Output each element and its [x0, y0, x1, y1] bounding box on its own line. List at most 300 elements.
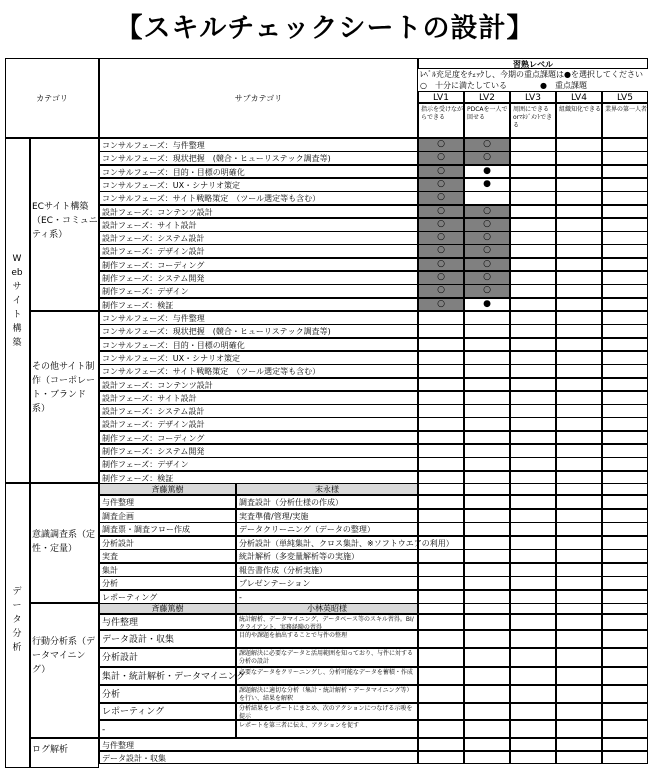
survey-lv2-checkbox[interactable] [464, 509, 510, 523]
behavior-lv3-checkbox[interactable] [510, 667, 556, 685]
other-row-lv1-checkbox[interactable] [418, 457, 464, 471]
level-label-2: LV2 [464, 91, 510, 103]
other-row-lv4-checkbox[interactable] [556, 338, 602, 352]
focus-mark: ● [483, 298, 491, 309]
survey-lv5-checkbox[interactable] [602, 536, 648, 550]
level-description-2: PDCAを一人で回せる [464, 103, 510, 138]
ec-row-lv3-checkbox[interactable] [510, 165, 556, 179]
level-description-3: 周囲にできるorﾏﾈｼﾞﾒﾝﾄできる [510, 103, 556, 138]
other-row-lv5-checkbox[interactable] [602, 444, 648, 458]
other-row-lv3-checkbox[interactable] [510, 417, 556, 431]
level-description-4: 組織知化できる [556, 103, 602, 138]
behavior-item: レポーティング [99, 703, 236, 720]
other-row-lv3-checkbox[interactable] [510, 431, 556, 445]
other-row-lv2-checkbox[interactable] [464, 417, 510, 431]
survey-head-left: 斉藤篤樹 [99, 483, 236, 495]
survey-lv1-checkbox[interactable] [418, 590, 464, 604]
log-lv2-checkbox[interactable] [464, 738, 510, 751]
other-row-lv5-checkbox[interactable] [602, 324, 648, 338]
survey-item: 分析 [99, 576, 236, 590]
ec-row-lv5-checkbox[interactable] [602, 298, 648, 312]
log-lv2-checkbox[interactable] [464, 751, 510, 764]
behavior-lv5-checkbox[interactable] [602, 685, 648, 703]
survey-lv2-checkbox[interactable] [464, 549, 510, 563]
behavior-lv3-checkbox[interactable] [510, 685, 556, 703]
survey-description: 報告書作成（分析実施） [236, 563, 418, 577]
behavior-lv1-checkbox[interactable] [418, 648, 464, 667]
web-category-label: Webサイト構築 [11, 254, 23, 348]
log-lv4-checkbox[interactable] [556, 738, 602, 751]
log-lv5-checkbox[interactable] [602, 738, 648, 751]
survey-lv3-checkbox[interactable] [510, 549, 556, 563]
survey-lv3-checkbox[interactable] [510, 495, 556, 509]
behavior-lv2-checkbox[interactable] [464, 720, 510, 738]
sufficient-mark: ○ [437, 272, 445, 282]
survey-lv4-checkbox[interactable] [556, 522, 602, 536]
survey-lv3-checkbox[interactable] [510, 576, 556, 590]
level-note: ﾚﾍﾞﾙ充足度をﾁｪｯｸし、今期の重点課題は●を選択してください [420, 70, 643, 79]
behavior-lv5-checkbox[interactable] [602, 667, 648, 685]
log-item: データ設計・収集 [99, 751, 418, 764]
other-row-lv4-checkbox[interactable] [556, 378, 602, 392]
sufficient-mark: ○ [483, 139, 491, 149]
survey-head-lv5 [602, 483, 648, 495]
other-row-lv4-checkbox[interactable] [556, 364, 602, 378]
ec-row-lv5-checkbox[interactable] [602, 218, 648, 232]
behavior-description: 目的や課題を抽出することで与件の整理 [236, 630, 418, 648]
behavior-lv1-checkbox[interactable] [418, 667, 464, 685]
ec-row-lv3-checkbox[interactable] [510, 138, 556, 152]
subcategory-header: サブカテゴリ [99, 58, 418, 138]
ec-row-lv3-checkbox[interactable] [510, 191, 556, 205]
sufficient-mark: ○ [437, 245, 445, 256]
behavior-description: 必要なデータをクリーニングし、分析可能なデータを蓄積・作成 [236, 667, 418, 685]
survey-lv4-checkbox[interactable] [556, 509, 602, 523]
other-row-item: 設計フェーズ：デザイン設計 [99, 417, 418, 431]
level-label-1: LV1 [418, 91, 464, 103]
other-row-lv3-checkbox[interactable] [510, 378, 556, 392]
other-row-lv5-checkbox[interactable] [602, 351, 648, 365]
other-row-lv1-checkbox[interactable] [418, 391, 464, 405]
ec-row-item: コンサルフェーズ：与件整理 [99, 138, 418, 152]
sufficient-mark: ○ [437, 285, 445, 296]
survey-lv5-checkbox[interactable] [602, 509, 648, 523]
sufficient-mark: ○ [483, 245, 491, 256]
behavior-lv4-checkbox[interactable] [556, 614, 602, 630]
behavior-lv4-checkbox[interactable] [556, 630, 602, 648]
ec-row-lv5-checkbox[interactable] [602, 191, 648, 205]
other-row-lv2-checkbox[interactable] [464, 364, 510, 378]
log-lv5-checkbox[interactable] [602, 751, 648, 764]
sufficient-mark: ○ [437, 258, 445, 269]
other-row-item: 設計フェーズ：サイト設計 [99, 391, 418, 405]
behavior-item: 集計・統計解析・データマイニング [99, 667, 236, 685]
level-label-4: LV4 [556, 91, 602, 103]
survey-description: 分析設計（単純集計、クロス集計、※ソフトウエアの利用） [236, 536, 418, 550]
behavior-lv3-checkbox[interactable] [510, 703, 556, 720]
other-row-lv3-checkbox[interactable] [510, 338, 556, 352]
behavior-lv4-checkbox[interactable] [556, 720, 602, 738]
behavior-lv2-checkbox[interactable] [464, 630, 510, 648]
sufficient-mark: ○ [483, 152, 491, 163]
other-row-lv2-checkbox[interactable] [464, 338, 510, 352]
other-row-lv1-checkbox[interactable] [418, 351, 464, 365]
ec-row-item: 設計フェーズ：デザイン設計 [99, 244, 418, 258]
other-row-lv5-checkbox[interactable] [602, 311, 648, 325]
other-row-lv1-checkbox[interactable] [418, 431, 464, 445]
survey-head-right: 末永様 [236, 483, 418, 495]
ec-row-item: 設計フェーズ：システム設計 [99, 231, 418, 245]
sufficient-mark: ○ [483, 258, 491, 269]
survey-description: - [236, 590, 418, 604]
other-row-lv3-checkbox[interactable] [510, 391, 556, 405]
survey-lv5-checkbox[interactable] [602, 576, 648, 590]
other-row-lv3-checkbox[interactable] [510, 324, 556, 338]
survey-lv5-checkbox[interactable] [602, 522, 648, 536]
survey-item: 集計 [99, 563, 236, 577]
log-lv3-checkbox[interactable] [510, 738, 556, 751]
ec-row-lv4-checkbox[interactable] [556, 218, 602, 232]
behavior-lv1-checkbox[interactable] [418, 703, 464, 720]
behavior-description: レポートを第三者に伝え、アクションを促す [236, 720, 418, 738]
behavior-lv1-checkbox[interactable] [418, 630, 464, 648]
survey-head-lv2 [464, 483, 510, 495]
survey-head-lv1 [418, 483, 464, 495]
behavior-head-right: 小林英昭様 [236, 603, 418, 614]
log-lv4-checkbox[interactable] [556, 751, 602, 764]
other-row-lv1-checkbox[interactable] [418, 378, 464, 392]
other-row-lv3-checkbox[interactable] [510, 351, 556, 365]
behavior-lv2-checkbox[interactable] [464, 667, 510, 685]
ec-row-item: コンサルフェーズ：UX・シナリオ策定 [99, 178, 418, 192]
behavior-lv4-checkbox[interactable] [556, 703, 602, 720]
ec-row-lv3-checkbox[interactable] [510, 284, 556, 298]
other-row-item: 制作フェーズ：コーディング [99, 431, 418, 445]
behavior-description: 分析結果をレポートにまとめ、次のアクションにつなげる示唆を提示 [236, 703, 418, 720]
other-row-lv5-checkbox[interactable] [602, 378, 648, 392]
behavior-lv4-checkbox[interactable] [556, 667, 602, 685]
behavior-lv5-checkbox[interactable] [602, 648, 648, 667]
legend-focus: ● 重点課題 [540, 81, 587, 90]
other-row-lv1-checkbox[interactable] [418, 417, 464, 431]
log-item: 与件整理 [99, 738, 418, 751]
ec-subgroup-label: ECサイト構築（EC・コミュニティ系） [32, 202, 98, 240]
log-lv1-checkbox[interactable] [418, 751, 464, 764]
survey-item: 調査企画 [99, 509, 236, 523]
ec-row-lv5-checkbox[interactable] [602, 138, 648, 152]
behavior-lv3-checkbox[interactable] [510, 648, 556, 667]
survey-lv1-checkbox[interactable] [418, 509, 464, 523]
ec-row-lv3-checkbox[interactable] [510, 258, 556, 272]
other-row-lv1-checkbox[interactable] [418, 444, 464, 458]
survey-lv3-checkbox[interactable] [510, 536, 556, 550]
survey-lv4-checkbox[interactable] [556, 549, 602, 563]
survey-lv2-checkbox[interactable] [464, 590, 510, 604]
behavior-lv4-checkbox[interactable] [556, 648, 602, 667]
behavior-lv3-checkbox[interactable] [510, 720, 556, 738]
ec-row-lv4-checkbox[interactable] [556, 191, 602, 205]
ec-row-lv5-checkbox[interactable] [602, 284, 648, 298]
other-row-lv2-checkbox[interactable] [464, 431, 510, 445]
sufficient-mark: ○ [483, 232, 491, 243]
other-row-lv4-checkbox[interactable] [556, 351, 602, 365]
other-row-lv1-checkbox[interactable] [418, 404, 464, 418]
data-category-label: データ分析 [12, 587, 22, 653]
behavior-lv5-checkbox[interactable] [602, 703, 648, 720]
other-row-lv1-checkbox[interactable] [418, 311, 464, 325]
page-title: 【スキルチェックシートの設計】 [115, 13, 535, 44]
behavior-item: 分析設計 [99, 648, 236, 667]
other-row-lv5-checkbox[interactable] [602, 338, 648, 352]
ec-row-item: コンサルフェーズ：現状把握 (競合・ヒューリステック調査等) [99, 151, 418, 165]
survey-lv4-checkbox[interactable] [556, 563, 602, 577]
other-row-item: 制作フェーズ：検証 [99, 471, 418, 485]
behavior-item: 分析 [99, 685, 236, 703]
ec-row-lv3-checkbox[interactable] [510, 151, 556, 165]
behavior-lv2-checkbox[interactable] [464, 703, 510, 720]
other-row-item: コンサルフェーズ：UX・シナリオ策定 [99, 351, 418, 365]
sufficient-mark: ○ [483, 218, 491, 229]
survey-lv4-checkbox[interactable] [556, 576, 602, 590]
sufficient-mark: ○ [437, 139, 445, 149]
other-row-lv4-checkbox[interactable] [556, 444, 602, 458]
sufficient-mark: ○ [437, 152, 445, 163]
sufficient-mark: ○ [437, 165, 445, 176]
behavior-lv5-checkbox[interactable] [602, 614, 648, 630]
other-row-lv2-checkbox[interactable] [464, 444, 510, 458]
other-row-lv2-checkbox[interactable] [464, 311, 510, 325]
survey-head-lv4 [556, 483, 602, 495]
other-row-lv4-checkbox[interactable] [556, 404, 602, 418]
other-row-lv2-checkbox[interactable] [464, 378, 510, 392]
behavior-head-lv3 [510, 603, 556, 614]
survey-lv2-checkbox[interactable] [464, 536, 510, 550]
survey-lv2-checkbox[interactable] [464, 563, 510, 577]
ec-row-lv3-checkbox[interactable] [510, 298, 556, 312]
sufficient-mark: ○ [437, 298, 445, 309]
ec-row-lv4-checkbox[interactable] [556, 271, 602, 285]
behavior-item: 与件整理 [99, 614, 236, 630]
ec-row-lv2-checkbox[interactable] [464, 191, 510, 205]
other-row-lv2-checkbox[interactable] [464, 391, 510, 405]
survey-lv4-checkbox[interactable] [556, 590, 602, 604]
other-row-item: 制作フェーズ：システム開発 [99, 444, 418, 458]
behavior-head-lv4 [556, 603, 602, 614]
ec-row-lv4-checkbox[interactable] [556, 178, 602, 192]
other-subgroup-label: その他サイト制作（コーポレート・ブランド系） [32, 362, 96, 414]
survey-lv2-checkbox[interactable] [464, 495, 510, 509]
log-lv3-checkbox[interactable] [510, 751, 556, 764]
survey-lv1-checkbox[interactable] [418, 522, 464, 536]
behavior-description: 統計解析、データマイニング、データベース等のスキル習得。BI/クライアント、実務経験の習得 [236, 614, 418, 630]
ec-row-lv3-checkbox[interactable] [510, 231, 556, 245]
ec-row-lv5-checkbox[interactable] [602, 258, 648, 272]
survey-lv1-checkbox[interactable] [418, 563, 464, 577]
behavior-lv2-checkbox[interactable] [464, 685, 510, 703]
survey-lv5-checkbox[interactable] [602, 590, 648, 604]
behavior-lv4-checkbox[interactable] [556, 685, 602, 703]
behavior-head-lv2 [464, 603, 510, 614]
behavior-lv2-checkbox[interactable] [464, 648, 510, 667]
ec-row-item: 制作フェーズ：デザイン [99, 284, 418, 298]
other-row-item: コンサルフェーズ：与件整理 [99, 311, 418, 325]
ec-row-lv4-checkbox[interactable] [556, 205, 602, 219]
other-row-lv3-checkbox[interactable] [510, 311, 556, 325]
sufficient-mark: ○ [437, 192, 445, 203]
other-row-lv2-checkbox[interactable] [464, 324, 510, 338]
behavior-head-lv5 [602, 603, 648, 614]
other-row-lv3-checkbox[interactable] [510, 457, 556, 471]
survey-description: プレゼンテーション [236, 576, 418, 590]
ec-row-lv4-checkbox[interactable] [556, 298, 602, 312]
other-row-lv4-checkbox[interactable] [556, 457, 602, 471]
survey-lv2-checkbox[interactable] [464, 522, 510, 536]
ec-row-lv3-checkbox[interactable] [510, 218, 556, 232]
other-row-lv5-checkbox[interactable] [602, 417, 648, 431]
other-row-lv5-checkbox[interactable] [602, 404, 648, 418]
other-row-item: コンサルフェーズ：現状把握 (競合・ヒューリステック調査等) [99, 324, 418, 338]
other-row-lv3-checkbox[interactable] [510, 404, 556, 418]
other-row-lv5-checkbox[interactable] [602, 364, 648, 378]
survey-subgroup-label: 意識調査系（定性・定量） [32, 530, 96, 554]
other-row-lv5-checkbox[interactable] [602, 457, 648, 471]
ec-row-lv5-checkbox[interactable] [602, 271, 648, 285]
ec-row-lv4-checkbox[interactable] [556, 258, 602, 272]
log-subgroup-label: ログ解析 [32, 745, 69, 755]
ec-row-lv5-checkbox[interactable] [602, 231, 648, 245]
survey-description: 統計解析（多変量解析等の実施） [236, 549, 418, 563]
ec-row-lv3-checkbox[interactable] [510, 205, 556, 219]
level-label-3: LV3 [510, 91, 556, 103]
ec-row-item: 制作フェーズ：コーディング [99, 258, 418, 272]
other-row-lv1-checkbox[interactable] [418, 324, 464, 338]
legend-sufficient: ○ 十分に満たしている [420, 81, 507, 90]
survey-lv3-checkbox[interactable] [510, 509, 556, 523]
ec-row-lv5-checkbox[interactable] [602, 244, 648, 258]
other-row-item: 設計フェーズ：コンテンツ設計 [99, 378, 418, 392]
other-row-item: 制作フェーズ：デザイン [99, 457, 418, 471]
sufficient-mark: ○ [437, 205, 445, 216]
survey-lv5-checkbox[interactable] [602, 563, 648, 577]
survey-lv3-checkbox[interactable] [510, 590, 556, 604]
sufficient-mark: ○ [437, 232, 445, 243]
other-row-lv3-checkbox[interactable] [510, 444, 556, 458]
other-row-lv5-checkbox[interactable] [602, 391, 648, 405]
ec-row-lv4-checkbox[interactable] [556, 151, 602, 165]
ec-row-lv3-checkbox[interactable] [510, 244, 556, 258]
level-label-5: LV5 [602, 91, 648, 103]
survey-lv5-checkbox[interactable] [602, 495, 648, 509]
sufficient-mark: ○ [437, 178, 445, 189]
ec-row-item: 制作フェーズ：システム開発 [99, 271, 418, 285]
survey-item: 実査 [99, 549, 236, 563]
behavior-lv2-checkbox[interactable] [464, 614, 510, 630]
other-row-lv1-checkbox[interactable] [418, 338, 464, 352]
survey-lv4-checkbox[interactable] [556, 536, 602, 550]
sufficient-mark: ○ [483, 272, 491, 282]
ec-row-item: コンサルフェーズ：サイト戦略策定 （ツール選定等も含む） [99, 191, 418, 205]
behavior-description: 課題解決に適切な分析（集計・統計解析・データマイニング等）を行い、結果を解釈 [236, 685, 418, 703]
focus-mark: ● [483, 165, 491, 176]
ec-row-lv5-checkbox[interactable] [602, 205, 648, 219]
behavior-lv5-checkbox[interactable] [602, 720, 648, 738]
ec-row-lv5-checkbox[interactable] [602, 178, 648, 192]
level-header: 習熟レベル [418, 58, 648, 69]
other-row-lv2-checkbox[interactable] [464, 404, 510, 418]
other-row-lv1-checkbox[interactable] [418, 364, 464, 378]
other-row-lv4-checkbox[interactable] [556, 417, 602, 431]
ec-row-lv5-checkbox[interactable] [602, 151, 648, 165]
behavior-lv3-checkbox[interactable] [510, 630, 556, 648]
other-row-lv4-checkbox[interactable] [556, 324, 602, 338]
survey-item: 調査票・調査フロー作成 [99, 522, 236, 536]
sufficient-mark: ○ [483, 205, 491, 216]
other-row-lv2-checkbox[interactable] [464, 457, 510, 471]
category-header: カテゴリ [5, 58, 99, 138]
survey-lv3-checkbox[interactable] [510, 563, 556, 577]
ec-row-item: コンサルフェーズ：目的・目標の明確化 [99, 165, 418, 179]
ec-row-lv3-checkbox[interactable] [510, 178, 556, 192]
ec-row-item: 設計フェーズ：コンテンツ設計 [99, 205, 418, 219]
behavior-item: データ設計・収集 [99, 630, 236, 648]
survey-item: 分析設計 [99, 536, 236, 550]
behavior-lv1-checkbox[interactable] [418, 685, 464, 703]
level-description-1: 指示を受けながらできる [418, 103, 464, 138]
focus-mark: ● [483, 178, 491, 189]
survey-lv1-checkbox[interactable] [418, 536, 464, 550]
ec-row-lv4-checkbox[interactable] [556, 165, 602, 179]
behavior-subgroup-label: 行動分析系（データマイニング） [32, 637, 96, 675]
ec-row-lv5-checkbox[interactable] [602, 165, 648, 179]
other-row-item: 設計フェーズ：システム設計 [99, 404, 418, 418]
survey-lv1-checkbox[interactable] [418, 549, 464, 563]
other-row-lv2-checkbox[interactable] [464, 351, 510, 365]
level-description-5: 業界の第一人者 [602, 103, 648, 138]
behavior-lv3-checkbox[interactable] [510, 614, 556, 630]
other-row-lv5-checkbox[interactable] [602, 431, 648, 445]
ec-row-lv4-checkbox[interactable] [556, 284, 602, 298]
behavior-description: 課題解決に必要なデータと活用範囲を知っており、与件に対する分析の設計 [236, 648, 418, 667]
other-row-lv4-checkbox[interactable] [556, 431, 602, 445]
survey-lv3-checkbox[interactable] [510, 522, 556, 536]
sufficient-mark: ○ [483, 285, 491, 296]
ec-row-lv3-checkbox[interactable] [510, 271, 556, 285]
survey-lv5-checkbox[interactable] [602, 549, 648, 563]
other-row-lv4-checkbox[interactable] [556, 311, 602, 325]
behavior-lv5-checkbox[interactable] [602, 630, 648, 648]
other-row-lv4-checkbox[interactable] [556, 391, 602, 405]
other-row-lv3-checkbox[interactable] [510, 364, 556, 378]
behavior-lv1-checkbox[interactable] [418, 720, 464, 738]
survey-lv1-checkbox[interactable] [418, 495, 464, 509]
ec-row-lv4-checkbox[interactable] [556, 231, 602, 245]
ec-row-item: 制作フェーズ：検証 [99, 298, 418, 312]
survey-lv4-checkbox[interactable] [556, 495, 602, 509]
behavior-head-left: 斉藤篤樹 [99, 603, 236, 614]
ec-row-item: 設計フェーズ：サイト設計 [99, 218, 418, 232]
ec-row-lv4-checkbox[interactable] [556, 244, 602, 258]
behavior-item: - [99, 720, 236, 738]
survey-lv1-checkbox[interactable] [418, 576, 464, 590]
ec-row-lv4-checkbox[interactable] [556, 138, 602, 152]
sufficient-mark: ○ [437, 218, 445, 229]
other-row-item: コンサルフェーズ：目的・目標の明確化 [99, 338, 418, 352]
log-lv1-checkbox[interactable] [418, 738, 464, 751]
survey-description: 実査準備/管理/実施 [236, 509, 418, 523]
behavior-lv1-checkbox[interactable] [418, 614, 464, 630]
survey-lv2-checkbox[interactable] [464, 576, 510, 590]
behavior-head-lv1 [418, 603, 464, 614]
